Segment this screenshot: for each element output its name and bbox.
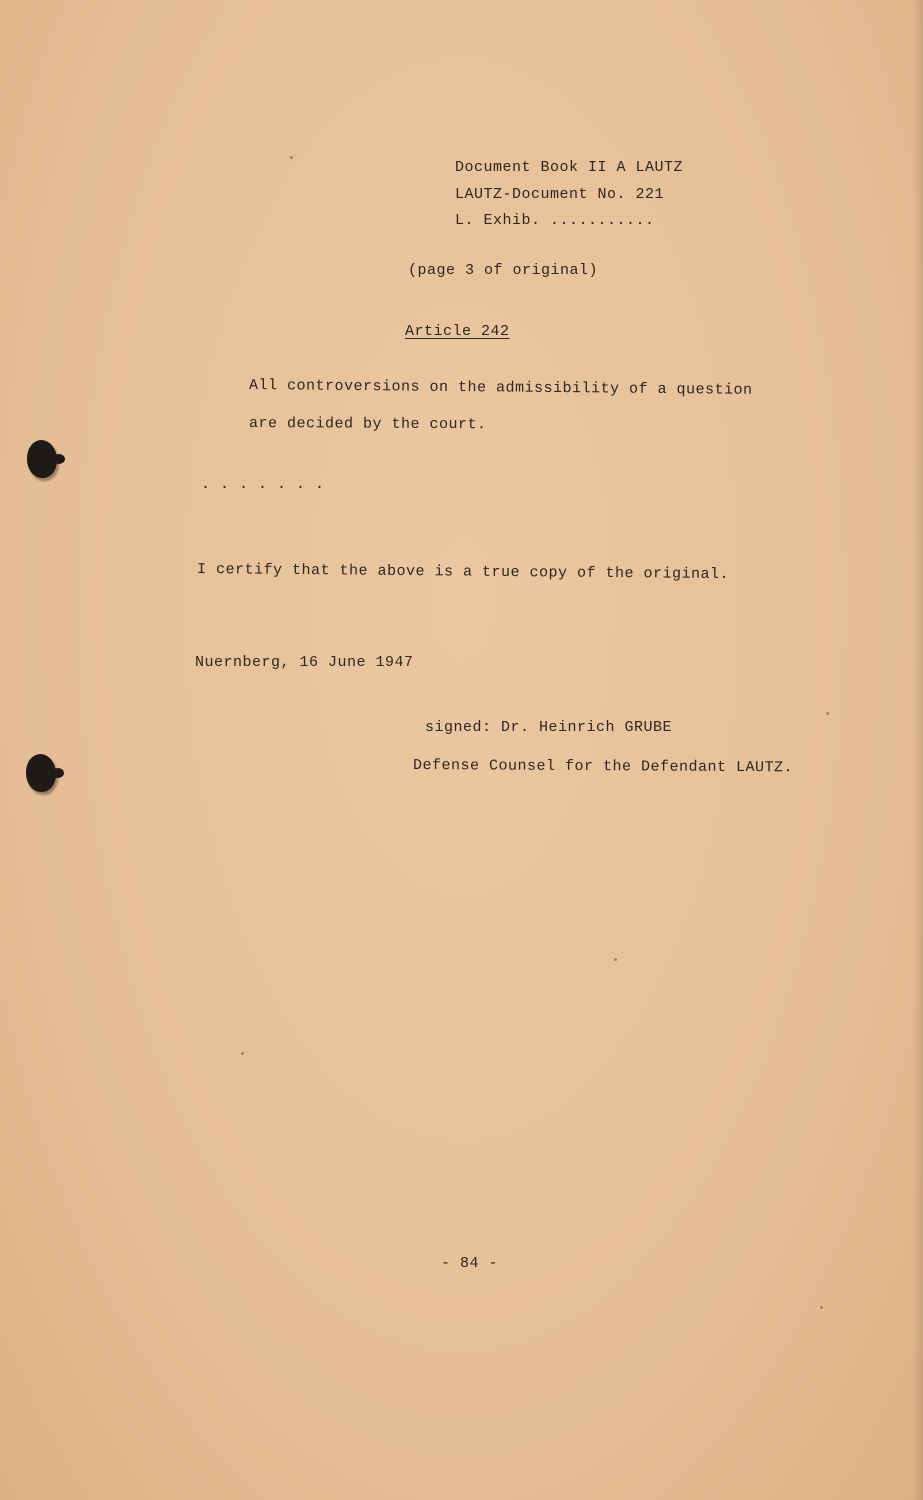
paper-speck (826, 712, 829, 715)
paper-speck (241, 1052, 244, 1055)
paper-speck (290, 156, 293, 159)
paper-speck (820, 1306, 823, 1309)
body-line-1: All controversions on the admissibility of a question (248, 377, 753, 399)
body-line-2: are decided by the court. (248, 415, 487, 434)
omission-ellipsis: . . . . . . . (201, 476, 325, 493)
page-edge-shadow (913, 0, 923, 1500)
signature-line: signed: Dr. Heinrich GRUBE (425, 719, 673, 736)
signature-role: Defense Counsel for the Defendant LAUTZ. (412, 757, 794, 777)
punch-hole-bottom (26, 754, 56, 792)
certification-statement: I certify that the above is a true copy of the original. (196, 561, 730, 584)
page-reference: (page 3 of original) (408, 262, 599, 279)
document-number-line: LAUTZ-Document No. 221 (455, 186, 665, 203)
page-number: - 84 - (441, 1255, 499, 1272)
punch-hole-top (27, 440, 57, 478)
exhibit-line: L. Exhib. ........... (455, 212, 655, 229)
paper-speck (614, 958, 617, 961)
article-heading: Article 242 (405, 323, 510, 340)
place-and-date: Nuernberg, 16 June 1947 (195, 654, 414, 671)
document-book-line: Document Book II A LAUTZ (455, 159, 684, 176)
